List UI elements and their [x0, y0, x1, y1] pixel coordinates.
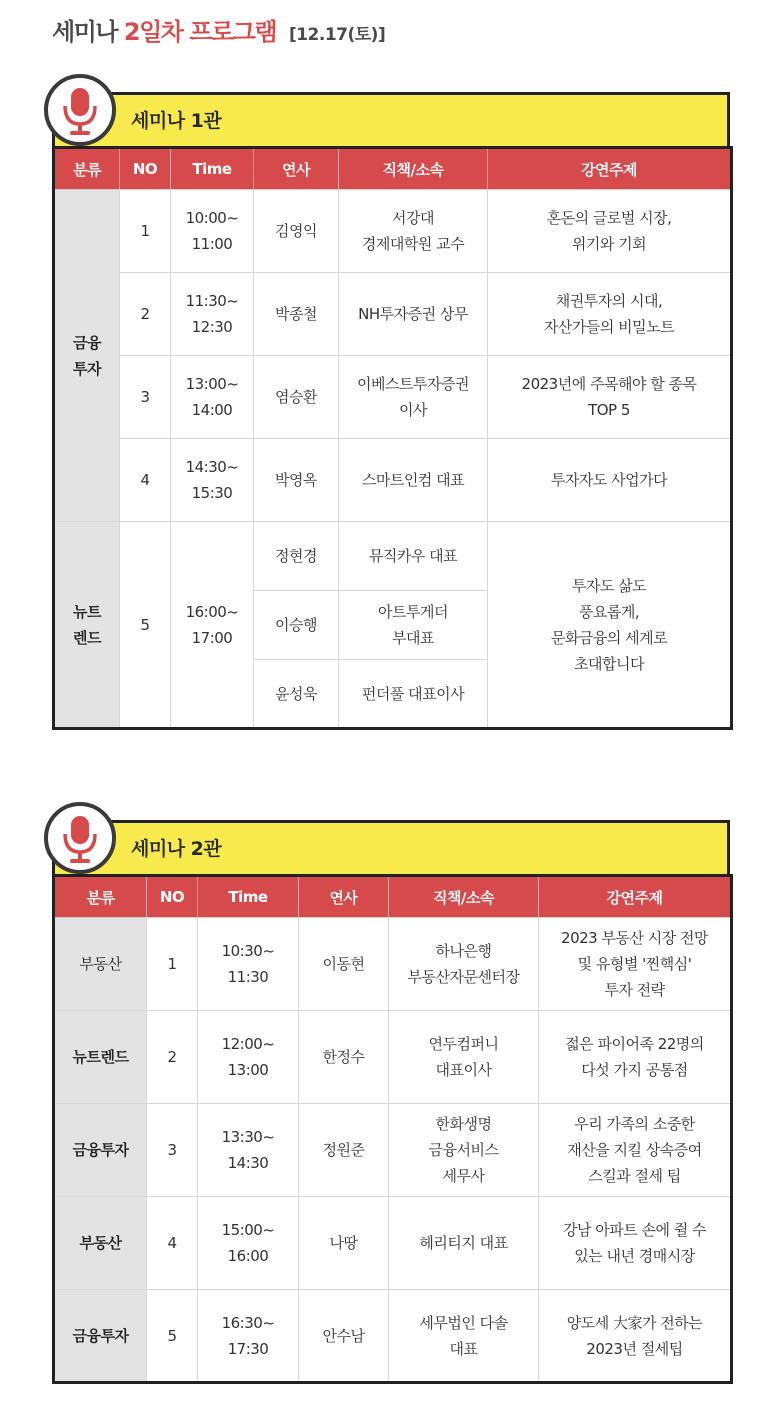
position-line: 이베스트투자증권	[357, 375, 469, 393]
position-line: 대표이사	[435, 1061, 492, 1079]
topic-line: 자산가들의 비밀노트	[543, 318, 675, 336]
speaker-cell: 정원준	[299, 1104, 389, 1197]
table-row	[54, 1011, 732, 1104]
time-cell	[198, 1197, 299, 1290]
topic-cell	[488, 190, 732, 273]
topic-line: 풍요롭게,	[578, 602, 640, 621]
time-line: 16:00	[227, 1247, 269, 1265]
hall-2-title: 세미나 2관	[131, 838, 222, 860]
topic-line: 2023년 절세팁	[586, 1339, 683, 1358]
speaker-cell: 나땅	[299, 1197, 389, 1290]
time-cell	[171, 522, 254, 729]
hall-title-bar	[52, 92, 730, 146]
no-cell: 2	[147, 1011, 198, 1104]
column-header: 연사	[254, 148, 339, 190]
category-cell: 뉴트렌드	[54, 1011, 147, 1104]
topic-line: 우리 가족의 소중한	[574, 1115, 695, 1133]
speaker-cell: 염승환	[254, 356, 339, 439]
speaker-cell: 이승행	[254, 591, 339, 660]
position-line: 펀더풀 대표이사	[361, 684, 465, 703]
no-cell: 2	[120, 273, 171, 356]
topic-line: 재산을 지킬 상속증여	[567, 1141, 702, 1159]
page-title-date: [12.17(토)]	[288, 25, 386, 45]
table-header-row	[54, 876, 732, 918]
topic-cell	[539, 1197, 732, 1290]
topic-line: 젋은 파이어족 22명의	[565, 1035, 704, 1053]
topic-cell	[488, 273, 732, 356]
speaker-cell: 이동현	[299, 918, 389, 1011]
topic-line: 스킬과 절세 팁	[588, 1167, 681, 1185]
table-row	[54, 273, 732, 356]
category-cell: 금융투자	[54, 1290, 147, 1383]
topic-cell	[488, 522, 732, 729]
position-cell	[389, 1290, 539, 1383]
column-header: NO	[120, 148, 171, 190]
topic-line: 투자자도 사업가다	[550, 471, 668, 489]
speaker-cell: 안수남	[299, 1290, 389, 1383]
page-title-prefix: 세미나	[52, 18, 118, 46]
position-cell	[339, 591, 488, 660]
category-cell: 금융투자	[54, 1104, 147, 1197]
position-line: 한화생명	[435, 1115, 492, 1133]
table-row	[54, 439, 732, 522]
time-line: 14:30~	[185, 458, 239, 476]
no-cell: 5	[120, 522, 171, 729]
position-line: 헤리티지 대표	[419, 1234, 508, 1252]
position-line: 부대표	[392, 629, 434, 647]
position-line: 세무사	[442, 1167, 485, 1185]
table-header-row	[54, 148, 732, 190]
table-row	[54, 918, 732, 1011]
position-line: 경제대학원 교수	[361, 235, 465, 253]
column-header: 직책/소속	[339, 148, 488, 190]
time-line: 17:00	[191, 628, 233, 647]
time-cell	[198, 918, 299, 1011]
topic-line: 다섯 가지 공통점	[581, 1061, 688, 1079]
position-cell	[339, 273, 488, 356]
time-line: 11:30~	[185, 292, 239, 310]
time-line: 11:00	[191, 235, 233, 253]
time-cell	[198, 1104, 299, 1197]
category-line: 뉴트	[73, 602, 101, 621]
topic-line: TOP 5	[588, 401, 630, 419]
time-line: 12:00~	[221, 1035, 275, 1053]
category-cell: 부동산	[54, 1197, 147, 1290]
category-line: 투자	[73, 359, 101, 378]
category-cell	[54, 190, 120, 522]
position-line: 연두컴퍼니	[428, 1035, 499, 1053]
position-cell	[339, 660, 488, 729]
position-line: 서강대	[392, 209, 434, 227]
speaker-cell: 정현경	[254, 522, 339, 591]
position-line: 대표	[449, 1339, 478, 1358]
topic-cell	[488, 356, 732, 439]
hall-1-title: 세미나 1관	[131, 110, 222, 132]
time-line: 15:00~	[221, 1221, 275, 1239]
topic-line: 있는 내년 경매시장	[574, 1247, 695, 1265]
topic-line: 및 유형별 '찐핵심'	[577, 955, 692, 973]
topic-line: 혼돈의 글로벌 시장,	[546, 209, 672, 227]
column-header: Time	[171, 148, 254, 190]
topic-cell	[539, 1011, 732, 1104]
time-line: 14:00	[191, 401, 233, 419]
time-line: 13:30~	[221, 1128, 275, 1146]
time-cell	[171, 190, 254, 273]
table-row	[54, 522, 732, 591]
position-cell	[389, 1104, 539, 1197]
microphone-icon	[44, 74, 116, 146]
time-cell	[198, 1290, 299, 1383]
hall-2-schedule-table	[52, 874, 733, 1384]
no-cell: 3	[147, 1104, 198, 1197]
category-line: 렌드	[73, 628, 101, 647]
position-cell	[389, 1011, 539, 1104]
page-title-highlight: 2일차 프로그램	[123, 18, 277, 46]
topic-cell	[539, 1104, 732, 1197]
table-row	[54, 1197, 732, 1290]
time-line: 16:00~	[185, 602, 239, 621]
no-cell: 1	[147, 918, 198, 1011]
topic-cell	[539, 1290, 732, 1383]
time-cell	[171, 356, 254, 439]
time-cell	[198, 1011, 299, 1104]
microphone-icon	[44, 802, 116, 874]
speaker-cell: 윤성욱	[254, 660, 339, 729]
position-line: 금융서비스	[428, 1141, 499, 1159]
no-cell: 4	[147, 1197, 198, 1290]
column-header: 직책/소속	[389, 876, 539, 918]
time-line: 14:30	[227, 1154, 269, 1172]
topic-line: 위기와 기회	[571, 235, 647, 253]
time-cell	[171, 439, 254, 522]
position-line: 하나은행	[435, 942, 492, 960]
position-cell	[339, 439, 488, 522]
column-header: 분류	[54, 148, 120, 190]
position-line: 이사	[399, 401, 427, 419]
speaker-cell: 박종철	[254, 273, 339, 356]
topic-line: 2023년에 주목해야 할 종목	[521, 375, 697, 393]
time-line: 15:30	[191, 484, 233, 502]
column-header: Time	[198, 876, 299, 918]
position-line: 세무법인 다솔	[419, 1313, 508, 1332]
category-cell: 부동산	[54, 918, 147, 1011]
page-title	[52, 14, 385, 50]
column-header: 강연주제	[539, 876, 732, 918]
position-cell	[339, 190, 488, 273]
topic-line: 양도세 大家가 전하는	[566, 1313, 703, 1332]
position-cell	[389, 918, 539, 1011]
column-header: 강연주제	[488, 148, 732, 190]
position-line: 아트투게더	[378, 603, 448, 621]
hall-title-bar	[52, 820, 730, 874]
table-row	[54, 356, 732, 439]
speaker-cell: 김영익	[254, 190, 339, 273]
table-row	[54, 190, 732, 273]
column-header: NO	[147, 876, 198, 918]
time-cell	[171, 273, 254, 356]
time-line: 13:00~	[185, 375, 239, 393]
column-header: 연사	[299, 876, 389, 918]
time-line: 13:00	[227, 1061, 269, 1079]
time-line: 10:30~	[221, 942, 275, 960]
no-cell: 5	[147, 1290, 198, 1383]
topic-line: 문화금융의 세계로	[550, 628, 668, 647]
topic-line: 투자도 삶도	[571, 576, 647, 595]
topic-cell	[539, 918, 732, 1011]
position-cell	[339, 522, 488, 591]
time-line: 11:30	[227, 968, 269, 986]
time-line: 16:30~	[221, 1313, 275, 1332]
position-cell	[389, 1197, 539, 1290]
speaker-cell: 박영옥	[254, 439, 339, 522]
position-cell	[339, 356, 488, 439]
position-line: NH투자증권 상무	[358, 305, 468, 323]
table-row	[54, 1104, 732, 1197]
hall-1-schedule-table	[52, 146, 733, 730]
position-line: 뮤직카우 대표	[368, 547, 458, 565]
position-line: 스마트인컴 대표	[361, 471, 465, 489]
no-cell: 4	[120, 439, 171, 522]
position-line: 부동산자문센터장	[407, 968, 520, 986]
topic-line: 2023 부동산 시장 전망	[561, 929, 708, 947]
no-cell: 3	[120, 356, 171, 439]
topic-line: 초대합니다	[574, 654, 644, 673]
time-line: 12:30	[191, 318, 233, 336]
column-header: 분류	[54, 876, 147, 918]
topic-cell	[488, 439, 732, 522]
speaker-cell: 한정수	[299, 1011, 389, 1104]
table-row	[54, 1290, 732, 1383]
category-line: 금융	[73, 333, 101, 352]
no-cell: 1	[120, 190, 171, 273]
category-cell	[54, 522, 120, 729]
time-line: 17:30	[227, 1339, 269, 1358]
time-line: 10:00~	[185, 209, 239, 227]
topic-line: 강남 아파트 손에 쥘 수	[563, 1221, 706, 1239]
topic-line: 투자 전략	[604, 981, 665, 999]
topic-line: 채권투자의 시대,	[555, 292, 663, 310]
